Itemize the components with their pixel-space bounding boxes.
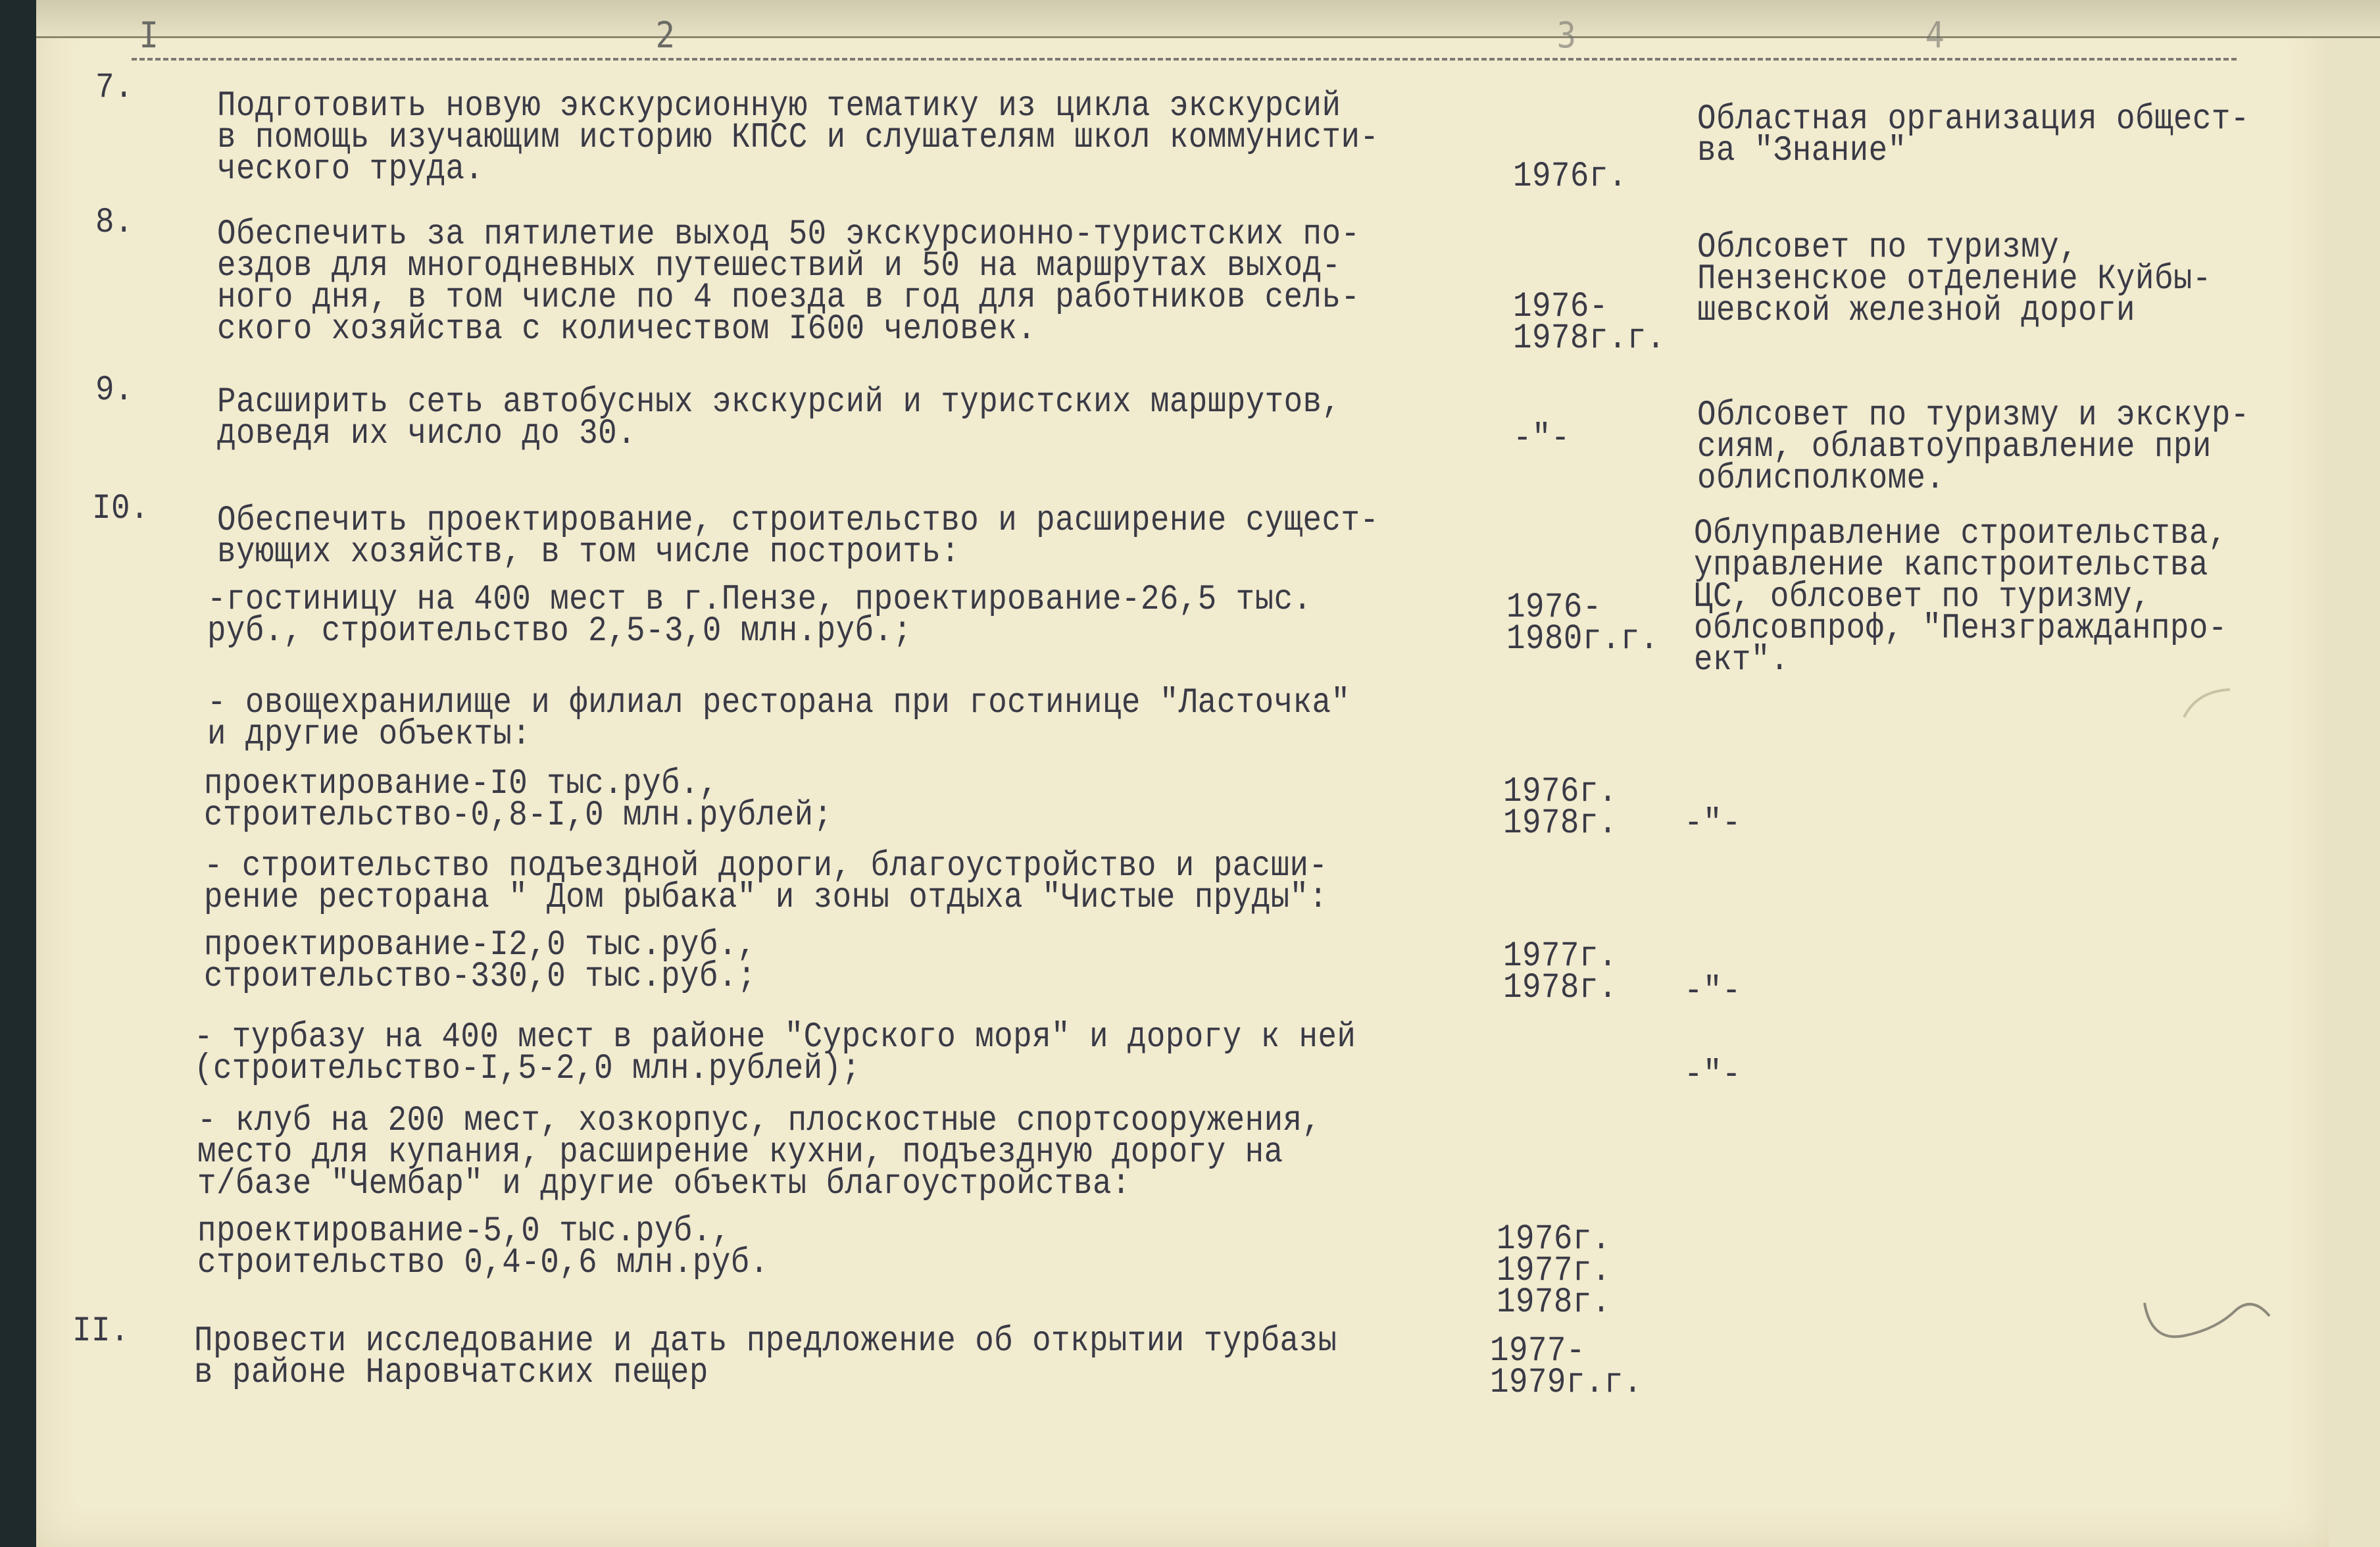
item-organization: Облсовет по туризму, Пензенское отделение Куйбы- шевской железной дороги [1697,228,2212,331]
item-text: Расширить сеть автобусных экскурсий и туристских маршрутов, доведя их число до 30. [217,382,1341,454]
column-header-2: 2 [655,14,675,56]
sub-item-organization: -"- [1684,803,1741,844]
sub-item-text: - овощехранилище и филиал ресторана при гостинице "Ласточка" и другие объекты: [207,683,1351,755]
sub-item-text: - строительство подъездной дороги, благоустройство и расши- рение ресторана " Дом рыбака" и зоны отдыха "Чистые пруды": [204,846,1328,918]
item-number: 7. [95,68,134,108]
item-date: 1976- 1978г.г. [1513,287,1666,359]
sub-item-date: 1976г. 1978г. [1503,772,1618,844]
item-number: 9. [95,370,134,411]
sub-item-text: проектирование-I0 тыс.руб., строительство-0,8-I,0 млн.рублей; [204,764,833,836]
sub-item-organization: -"- [1684,971,1741,1011]
item-number: I0. [92,489,149,529]
item-date: 1976г. [1513,157,1627,197]
item-date: 1977- 1979г.г. [1490,1331,1643,1403]
pencil-mark [2177,684,2237,724]
sub-item-text: - клуб на 200 мест, хозкорпус, плоскостные спортсооружения, место для купания, расширение кухни, подъездную дорогу на т/базе "Чембар" и другие объекты благоустройства: [197,1101,1322,1204]
item-text: Подготовить новую экскурсионную тематику из цикла экскурсий в помощь изучающим историю КПСС и слушателям школ коммунисти- ческого труда. [217,86,1379,190]
item-text: Обеспечить за пятилетие выход 50 экскурсионно-туристских по- ездов для многодневных путешествий и 50 на маршрутах выход- ного дня, в том числе по 4 поезда в год для работников сель- ского хозяйства с количеством I600 человек. [217,215,1360,349]
header-rule [132,58,2237,61]
sub-item-text: проектирование-I2,0 тыс.руб., строительство-330,0 тыс.руб.; [204,925,756,997]
item-text: Провести исследование и дать предложение об открытии турбазы в районе Наровчатских пещер [194,1321,1337,1393]
column-header-1: I [139,14,159,56]
item-organization: Областная организация общест- ва "Знание" [1697,99,2250,171]
sub-item-text: проектирование-5,0 тыс.руб., строительство 0,4-0,6 млн.руб. [197,1211,769,1283]
column-header-3: 3 [1556,14,1576,56]
sub-item-date: 1977г. 1978г. [1503,936,1618,1008]
item-organization: Облсовет по туризму и экскур- сиям, облавтоуправление при облисполкоме. [1697,395,2250,499]
sub-item-date: 1976- 1980г.г. [1506,588,1659,659]
sub-item-text: -гостиницу на 400 мест в г.Пензе, проектирование-26,5 тыс. руб., строительство 2,5-3,0 млн.руб.; [207,580,1312,651]
sub-item-date: 1976г. 1977г. 1978г. [1497,1219,1611,1323]
item-date: -"- [1513,418,1570,459]
item-text: Обеспечить проектирование, строительство и расширение сущест- вующих хозяйств, в том числе построить: [217,501,1379,572]
column-header-4: 4 [1925,14,1945,56]
item-organization: Облуправление строительства, управление капстроительства ЦС, облсовет по туризму, облсовпроф, "Пензгражданпро- ект". [1694,514,2227,680]
item-number: 8. [95,203,134,243]
item-number: II. [72,1311,130,1352]
handwritten-scrawl [2138,1290,2276,1362]
previous-page-edge [36,0,2380,38]
sub-item-text: - турбазу на 400 мест в районе "Сурского моря" и дорогу к ней (строительство-I,5-2,0 млн.рублей); [194,1017,1356,1089]
sub-item-organization: -"- [1684,1055,1741,1095]
